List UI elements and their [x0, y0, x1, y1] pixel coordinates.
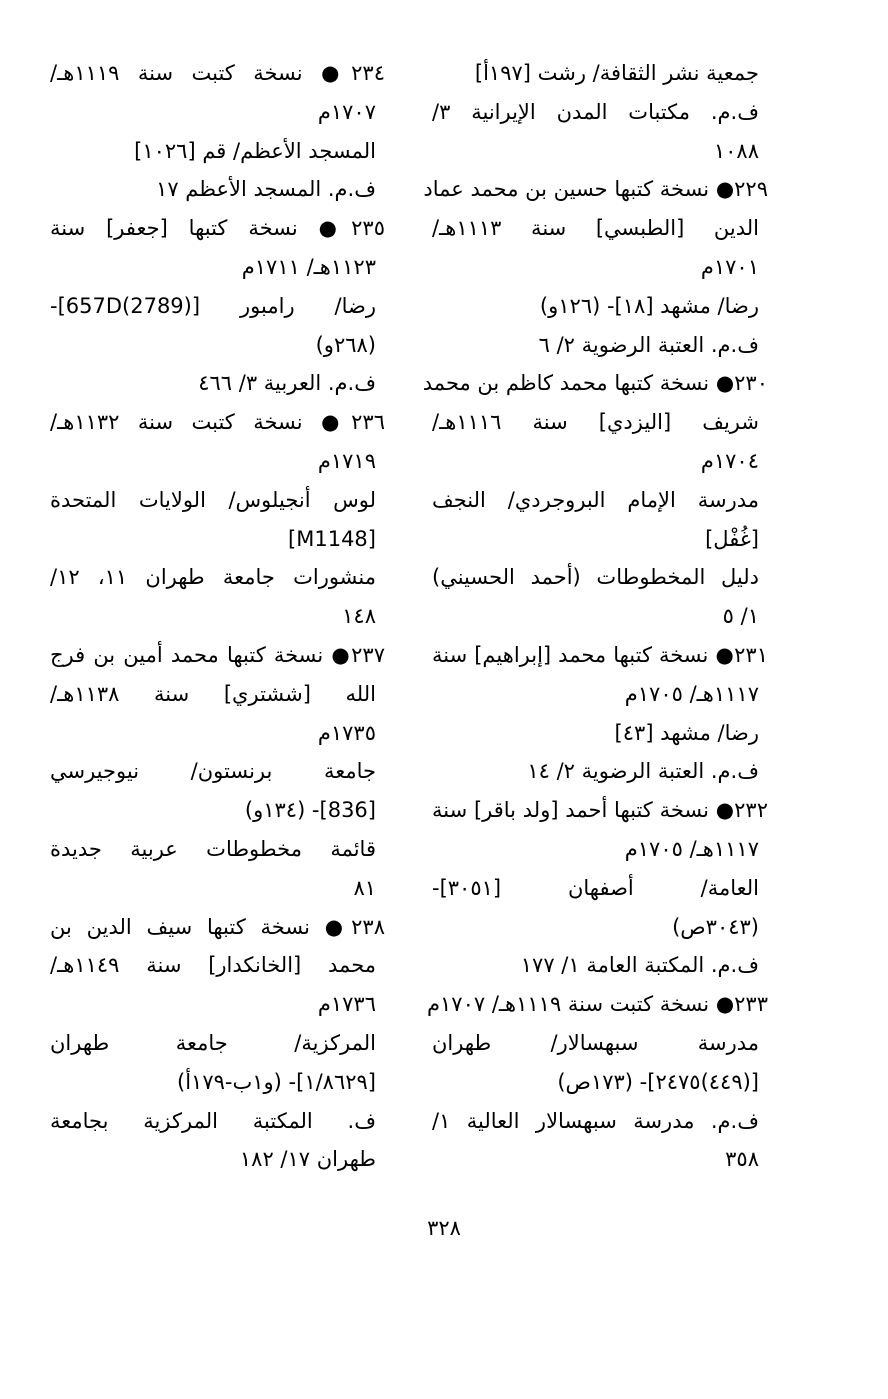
text-line: ف. المكتبة المركزية بجامعة	[50, 1108, 376, 1133]
entry-heading: ٢٣٨● نسخة كتبها سيف الدين بن	[50, 914, 385, 939]
entry-heading: ٢٣١● نسخة كتبها محمد [إبراهيم] سنة	[432, 642, 768, 667]
text-line: جامعة برنستون/ نيوجيرسي	[50, 759, 376, 784]
text-line: رضا/ رامبور [657D(2789)]-	[50, 293, 376, 318]
right-column	[422, 54, 768, 1179]
entry-heading: ٢٣٢● نسخة كتبها أحمد [ولد باقر] سنة	[432, 798, 768, 823]
text-line: ف.م. مدرسة سبهسالار العالية ١/	[432, 1108, 759, 1133]
text-line: [١/٨٦٢٩]- (و١ب-١٧٩أ)	[177, 1069, 376, 1094]
text-line: ١٧١٩م	[317, 448, 376, 473]
text-line: ف.م. العتبة الرضوية ٢/ ٦	[538, 332, 759, 357]
text-line: شريف [اليزدي] سنة ١١١٦هـ/	[432, 410, 759, 435]
text-line: ١/ ٥	[722, 604, 759, 629]
text-line: ١١٢٣هـ/ ١٧١١م	[241, 254, 376, 279]
text-line: ١٤٨	[342, 604, 376, 629]
text-line: ١٧٠٧م	[317, 99, 376, 124]
entry-heading: ٢٣٥● نسخة كتبها [جعفر] سنة	[50, 216, 385, 241]
entry-heading: ٢٣٦● نسخة كتبت سنة ١١٣٢هـ/	[50, 410, 385, 435]
entry-heading: ٢٣٧● نسخة كتبها محمد أمين بن فرج	[50, 642, 385, 667]
entry-heading: ٢٣٣● نسخة كتبت سنة ١١١٩هـ/ ١٧٠٧م	[427, 992, 768, 1017]
text-line: [غُفْل]	[705, 526, 759, 551]
text-line: رضا/ مشهد [٤٣]	[614, 720, 759, 745]
text-line: جمعية نشر الثقافة/ رشت [١٩٧أ]	[474, 61, 759, 85]
text-line: طهران ١٧/ ١٨٢	[239, 1147, 376, 1172]
text-line: المسجد الأعظم/ قم [١٠٢٦]	[134, 138, 376, 163]
entry-heading: ٢٣٠● نسخة كتبها محمد كاظم بن محمد	[422, 371, 768, 396]
text-line: ف.م. المسجد الأعظم ١٧	[156, 177, 376, 202]
text-line: مدرسة سبهسالار/ طهران	[432, 1030, 759, 1055]
text-line: منشورات جامعة طهران ١١، ١٢/	[50, 565, 377, 590]
text-line: الدين [الطبسي] سنة ١١١٣هـ/	[432, 216, 759, 241]
text-line: مدرسة الإمام البروجردي/ النجف	[432, 487, 759, 512]
text-line: ١١١٧هـ/ ١٧٠٥م	[624, 681, 759, 706]
text-line: قائمة مخطوطات عربية جديدة	[50, 836, 376, 861]
text-line: ف.م. العربية ٣/ ٤٦٦	[198, 371, 376, 396]
text-line: رضا/ مشهد [١٨]- (١٢٦و)	[539, 293, 759, 318]
text-line: ٣٥٨	[725, 1147, 759, 1172]
text-line: ٨١	[353, 875, 376, 900]
text-line: ف.م. العتبة الرضوية ٢/ ١٤	[527, 759, 759, 784]
text-line: دليل المخطوطات (أحمد الحسيني)	[432, 565, 759, 590]
text-line: (٣٠٤٣ص)	[672, 914, 759, 939]
text-line: [836]- (١٣٤و)	[244, 798, 376, 823]
text-line: [M1148]	[288, 526, 376, 551]
text-line: ١٧٠٤م	[700, 448, 759, 473]
text-line: العامة/ أصفهان [٣٠٥١]-	[432, 875, 759, 900]
left-column	[50, 54, 385, 1179]
entry-heading: ٢٢٩● نسخة كتبها حسين بن محمد عماد	[423, 177, 768, 202]
text-line: ١٧٣٦م	[317, 992, 376, 1017]
text-line: ف.م. المكتبة العامة ١/ ١٧٧	[520, 953, 759, 978]
text-line: لوس أنجيلوس/ الولايات المتحدة	[50, 487, 376, 512]
text-line: المركزية/ جامعة طهران	[50, 1030, 376, 1055]
text-line: ف.م. مكتبات المدن الإيرانية ٣/	[432, 99, 759, 124]
page-number: ٣٢٨	[427, 1216, 461, 1240]
entry-heading: ٢٣٤● نسخة كتبت سنة ١١١٩هـ/	[50, 61, 385, 85]
text-line: ١١١٧هـ/ ١٧٠٥م	[624, 836, 759, 861]
text-line: محمد [الخانكدار] سنة ١١٤٩هـ/	[50, 953, 376, 978]
text-line: الله [ششتري] سنة ١١٣٨هـ/	[50, 681, 376, 706]
text-line: (٢٦٨و)	[315, 332, 376, 357]
text-line: ١٠٨٨	[713, 138, 759, 163]
text-line: ١٧٠١م	[700, 254, 759, 279]
text-line: [(٤٤٩)٢٤٧٥]- (١٧٣ص)	[557, 1069, 759, 1094]
text-line: ١٧٣٥م	[317, 720, 376, 745]
